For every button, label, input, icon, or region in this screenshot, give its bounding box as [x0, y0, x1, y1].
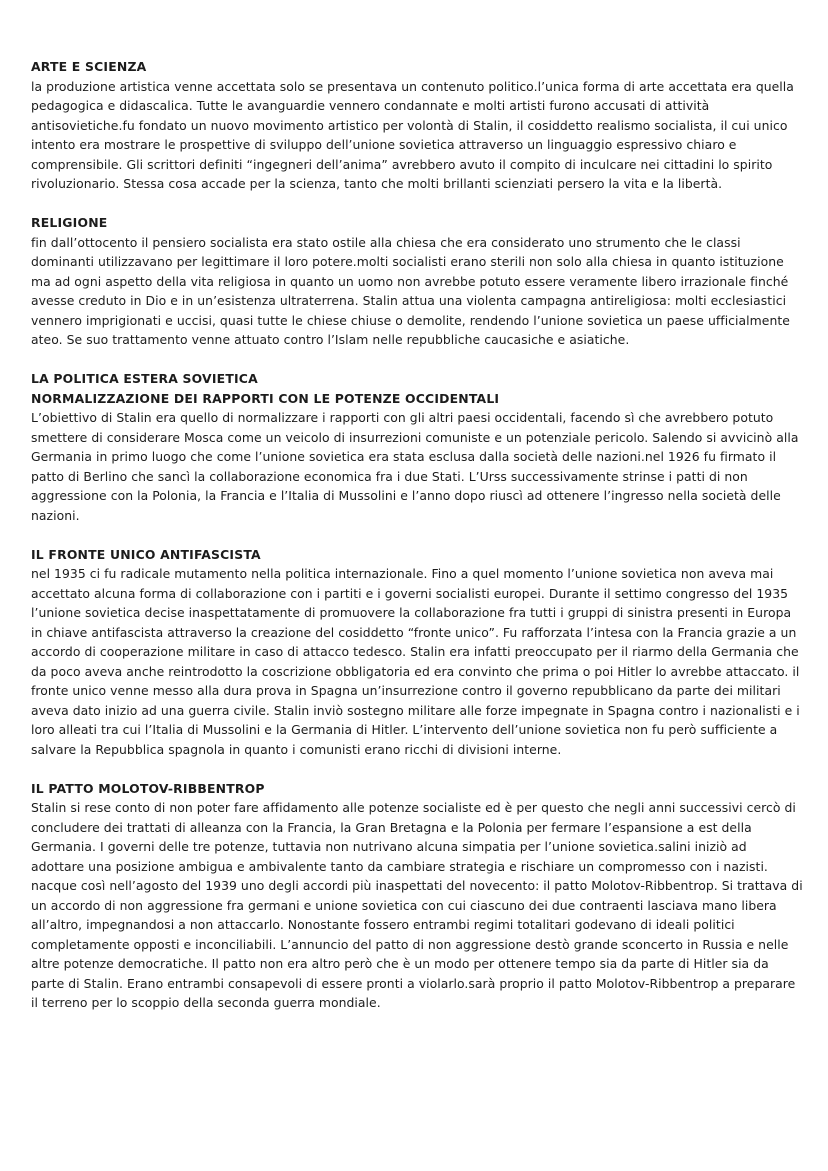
document-page — [31, 57, 803, 1032]
section-body: la produzione artistica venne accettata solo se presentava un contenuto politico.l’unica forma di arte accettata era quella pedagogica e didascalica. Tutte le avanguardie vennero condannate e molti artisti furono accusati di attività antisovietiche.fu fondato un nuovo movimento artistico per volontà di Stalin, il cosiddetto realismo socialista, il cui unico intento era mostrare le prospettive di sviluppo dell’unione sovietica attraverso un linguaggio espressivo chiaro e comprensibile. Gli scrittori definiti “ingegneri dell’anima” avrebbero avuto il compito di inculcare nei cittadini lo spirito rivoluzionario. Stessa cosa accade per la scienza, tanto che molti brillanti scienziati persero la vita e la libertà. — [31, 78, 794, 191]
section-heading: RELIGIONE — [31, 215, 108, 230]
section-body: Stalin si rese conto di non poter fare affidamento alle potenze socialiste ed è per questo che negli anni successivi cercò di concludere dei trattati di alleanza con la Francia, la Gran Bretagna e la Polonia per fermare l’espansione a est della Germania. I governi delle tre potenze, tuttavia non nutrivano alcuna simpatia per l’unione sovietica.salini iniziò ad adottare una posizione ambigua e ambivalente tanto da cambiare strategia e rischiare un compromesso con i nazisti. nacque così nell’agosto del 1939 uno degli accordi più inaspettati del novecento: il patto Molotov-Ribbentrop. Si trattava di un accordo di non aggressione fra germani e unione sovietica con cui ciascuno dei due contraenti lasciava mano libera all’altro, impegnandosi a non attaccarlo. Nonostante fossero entrambi regimi totalitari godevano di ideali politici completamente opposti e inconciliabili. L’annuncio del patto di non aggressione destò grande sconcerto in Russia e nelle altre potenze democratiche. Il patto non era altro però che è un modo per ottenere tempo sia da parte di Hitler sia da parte di Stalin. Erano entrambi consapevoli di essere pronti a violarlo.sarà proprio il patto Molotov-Ribbentrop a preparare il terreno per lo scoppio della seconda guerra mondiale. — [31, 800, 803, 1010]
section-fronte-unico — [31, 545, 803, 760]
section-politica-estera — [31, 369, 803, 525]
section-subheading: NORMALIZZAZIONE DEI RAPPORTI CON LE POTENZE OCCIDENTALI — [31, 390, 500, 406]
section-heading: LA POLITICA ESTERA SOVIETICA — [31, 371, 258, 386]
section-heading: IL FRONTE UNICO ANTIFASCISTA — [31, 546, 261, 562]
section-body: nel 1935 ci fu radicale mutamento nella politica internazionale. Fino a quel momento l’unione sovietica non aveva mai accettato alcuna forma di collaborazione con i partiti e i governi socialisti europei. Durante il settimo congresso del 1935 l’unione sovietica decise inaspettatamente di promuovere la collaborazione fra tutti i gruppi di sinistra presenti in Europa in chiave antifascista attraverso la creazione del cosiddetto “fronte unico”. Fu rafforzata l’intesa con la Francia grazie a un accordo di cooperazione militare in caso di attacco tedesco. Stalin era infatti preoccupato per il riarmo della Germania che da poco aveva anche reintrodotto la coscrizione obbligatoria ed era convinto che prima o poi Hitler lo avrebbe attaccato. il fronte unico venne messo alla dura prova in Spagna un’insurrezione contro il governo repubblicano da parte dei militari aveva dato inizio ad una guerra civile. Stalin inviò sostegno militare alle forze impegnate in Spagna contro i nazionalisti e i loro alleati tra cui l’Italia di Mussolini e la Germania di Hitler. L’intervento dell’unione sovietica non fu però sufficiente a salvare la Repubblica spagnola in quanto i comunisti erano ricchi di divisioni interne. — [31, 566, 800, 757]
section-religione — [31, 213, 803, 350]
section-heading: IL PATTO MOLOTOV-RIBBENTROP — [31, 780, 265, 796]
section-body: fin dall’ottocento il pensiero socialista era stato ostile alla chiesa che era considerato uno strumento che le classi dominanti utilizzavano per legittimare il loro potere.molti socialisti erano sterili non solo alla chiesa in quanto istituzione ma ad ogni aspetto della vita religiosa in quanto un uomo non avrebbe potuto essere veramente libero irrazionale finché avesse creduto in Dio e in un’esistenza ultraterrena. Stalin attua una violenta campagna antireligiosa: molti ecclesiastici vennero imprigionati e uccisi, quasi tutte le chiese chiuse o demolite, rendendo l’unione sovietica un paese ufficialmente ateo. Se suo trattamento venne attuato contro l’Islam nelle repubbliche caucasiche e asiatiche. — [31, 234, 790, 347]
section-body: L’obiettivo di Stalin era quello di normalizzare i rapporti con gli altri paesi occidentali, facendo sì che avrebbero potuto smettere di considerare Mosca come un veicolo di insurrezioni comuniste e un potenziale pericolo. Salendo si avvicinò alla Germania in primo luogo che come l’unione sovietica era stata esclusa dalla società delle nazioni.nel 1926 fu firmato il patto di Berlino che sancì la collaborazione economica fra i due Stati. L’Urss successivamente strinse i patti di non aggressione con la Polonia, la Francia e l’Italia di Mussolini e l’anno dopo riuscì ad ottenere l’ingresso nella società delle nazioni. — [31, 410, 799, 523]
section-heading: ARTE E SCIENZA — [31, 59, 147, 74]
section-arte-e-scienza — [31, 57, 803, 194]
section-patto-molotov — [31, 779, 803, 1013]
